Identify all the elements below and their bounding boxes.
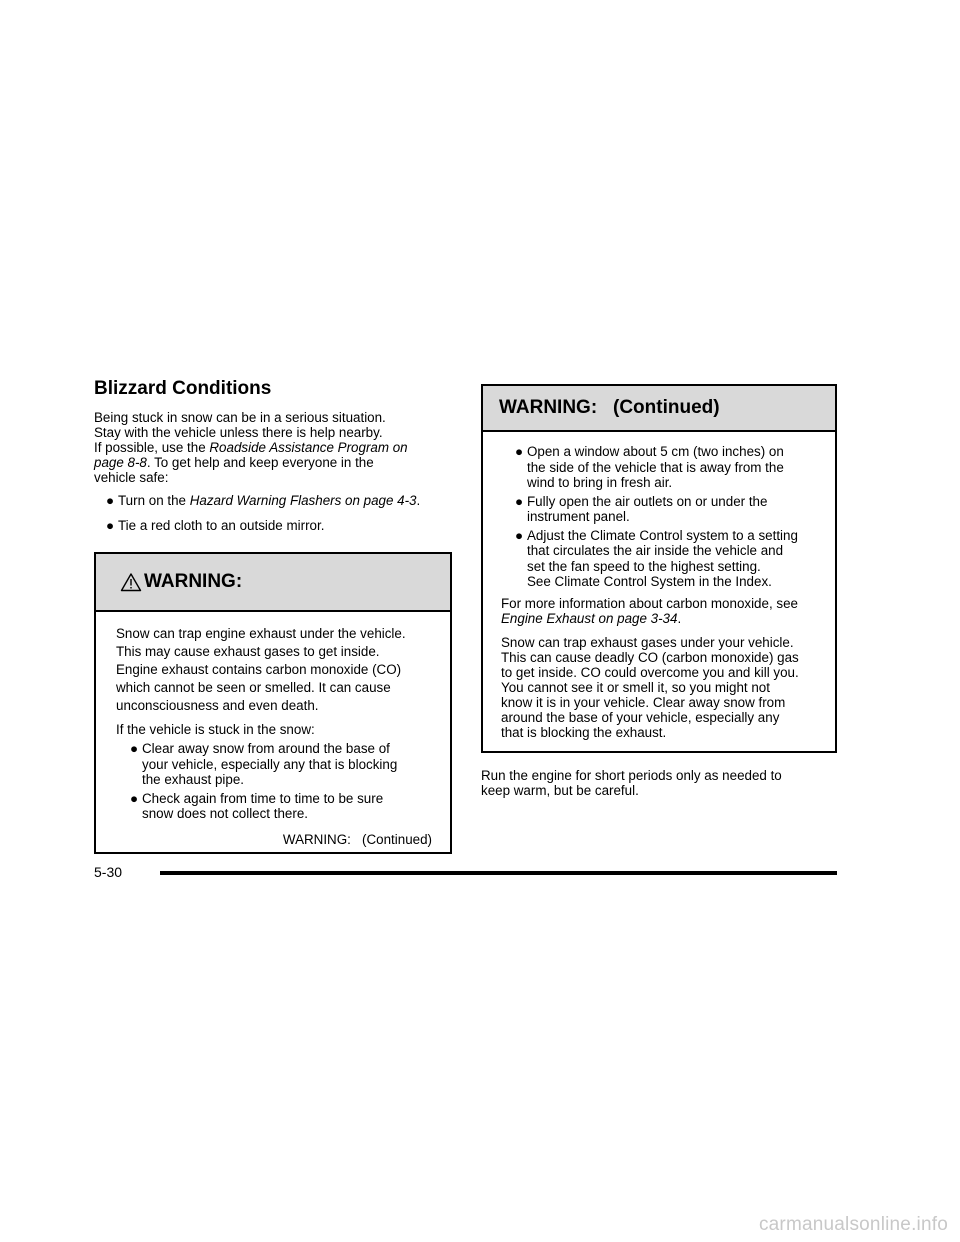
- after-warning-paragraph: [481, 768, 837, 798]
- intro-bullet-list: [94, 493, 452, 534]
- list-item: [515, 493, 817, 525]
- warning-box: [94, 552, 452, 854]
- bullet-text: Clear away snow from around the base of: [142, 741, 390, 756]
- bullet-icon: ●: [515, 527, 524, 543]
- hazard-flashers-link[interactable]: Hazard Warning Flashers on page 4-3: [189, 493, 417, 508]
- warning-title: WARNING: (Continued): [499, 397, 720, 418]
- warning-text: know it is in your vehicle. Clear away snow from: [501, 694, 786, 710]
- warning-bullet-list: [116, 741, 432, 822]
- warning-text: Engine exhaust contains carbon monoxide (CO): [116, 662, 402, 677]
- bullet-text: .: [416, 493, 421, 508]
- bullet-text: Fully open the air outlets on or under the: [527, 493, 768, 509]
- bullet-text: See Climate Control System in the Index.: [527, 574, 772, 589]
- bullet-text: that circulates the air inside the vehicle and: [527, 543, 784, 558]
- warning-text: This may cause exhaust gases to get inside.: [116, 644, 380, 659]
- bullet-text: instrument panel.: [527, 509, 630, 524]
- engine-exhaust-link[interactable]: Engine Exhaust on page 3-34: [501, 610, 678, 626]
- warning-body: [483, 432, 835, 740]
- bullet-text: the exhaust pipe.: [142, 772, 244, 787]
- roadside-assistance-link-page[interactable]: page 8-8: [94, 455, 147, 470]
- body-text: keep warm, but be careful.: [481, 783, 639, 798]
- warning-text: around the base of your vehicle, especially any: [501, 709, 780, 725]
- bullet-text: Adjust the Climate Control system to a setting: [527, 527, 798, 543]
- intro-line: Stay with the vehicle unless there is help nearby.: [94, 425, 383, 440]
- co-info-punct: .: [677, 610, 682, 626]
- warning-text: to get inside. CO could overcome you and kill you.: [501, 664, 799, 680]
- list-item: [130, 790, 432, 822]
- bullet-icon: ●: [106, 493, 115, 508]
- continued-label: WARNING: (Continued): [282, 831, 432, 847]
- bullet-text: your vehicle, especially any that is blocking: [142, 756, 398, 772]
- intro-paragraph: [94, 410, 452, 485]
- warning-title: WARNING:: [144, 571, 243, 592]
- bullet-text: wind to bring in fresh air.: [527, 475, 673, 490]
- bullet-text: Check again from time to time to be sure: [142, 790, 384, 806]
- list-item: [106, 493, 452, 509]
- warning-text: unconsciousness and even death.: [116, 698, 319, 713]
- bullet-text: Turn on the: [118, 493, 190, 508]
- warning-bullet-list: [501, 444, 817, 590]
- section-title: Blizzard Conditions: [94, 378, 272, 399]
- warning-text: that is blocking the exhaust.: [501, 724, 667, 740]
- warning-text: This can cause deadly CO (carbon monoxide) gas: [501, 649, 799, 665]
- bullet-text: set the fan speed to the highest setting.: [527, 558, 761, 574]
- warning-text: which cannot be seen or smelled. It can cause: [116, 680, 391, 695]
- page-number: 5-30: [94, 864, 123, 880]
- body-text: Run the engine for short periods only as needed to: [481, 768, 782, 783]
- list-item: [515, 444, 817, 491]
- bullet-text: snow does not collect there.: [142, 806, 308, 821]
- list-item: [130, 741, 432, 788]
- bullet-icon: ●: [130, 790, 139, 806]
- bullet-text: Tie a red cloth to an outside mirror.: [118, 518, 325, 533]
- intro-line: [94, 455, 452, 470]
- list-item: [106, 518, 452, 534]
- right-column: [481, 384, 837, 798]
- intro-text: If possible, use the: [94, 440, 210, 455]
- warning-text: You cannot see it or smell it, so you might not: [501, 679, 770, 695]
- final-warning-paragraph: [501, 635, 817, 740]
- co-info-text: [501, 611, 817, 626]
- warning-header: [483, 386, 835, 432]
- warning-body: [96, 612, 450, 847]
- warning-header: [96, 554, 450, 612]
- intro-line: [94, 440, 452, 455]
- bullet-icon: ●: [130, 741, 139, 756]
- warning-lead: If the vehicle is stuck in the snow:: [116, 722, 315, 737]
- warning-text: Snow can trap engine exhaust under the vehicle.: [116, 626, 406, 641]
- intro-line: vehicle safe:: [94, 470, 169, 485]
- warning-box-continued: [481, 384, 837, 753]
- footer-divider: [160, 871, 837, 875]
- bullet-icon: ●: [106, 518, 115, 533]
- list-item: [515, 527, 817, 590]
- warning-triangle-icon: [120, 572, 142, 592]
- roadside-assistance-link[interactable]: Roadside Assistance Program on: [209, 440, 408, 455]
- left-column: [94, 378, 452, 854]
- co-info-paragraph: [501, 596, 817, 626]
- bullet-icon: ●: [515, 493, 524, 509]
- bullet-icon: ●: [515, 444, 524, 459]
- co-info-text: For more information about carbon monoxide, see: [501, 595, 798, 611]
- bullet-text: Open a window about 5 cm (two inches) on: [527, 444, 784, 459]
- intro-text: . To get help and keep everyone in the: [146, 455, 374, 470]
- intro-line: Being stuck in snow can be in a serious situation.: [94, 410, 386, 425]
- watermark[interactable]: carmanualsonline.info: [758, 1214, 948, 1235]
- warning-text: Snow can trap exhaust gases under your vehicle.: [501, 634, 794, 650]
- bullet-text: the side of the vehicle that is away from the: [527, 459, 784, 475]
